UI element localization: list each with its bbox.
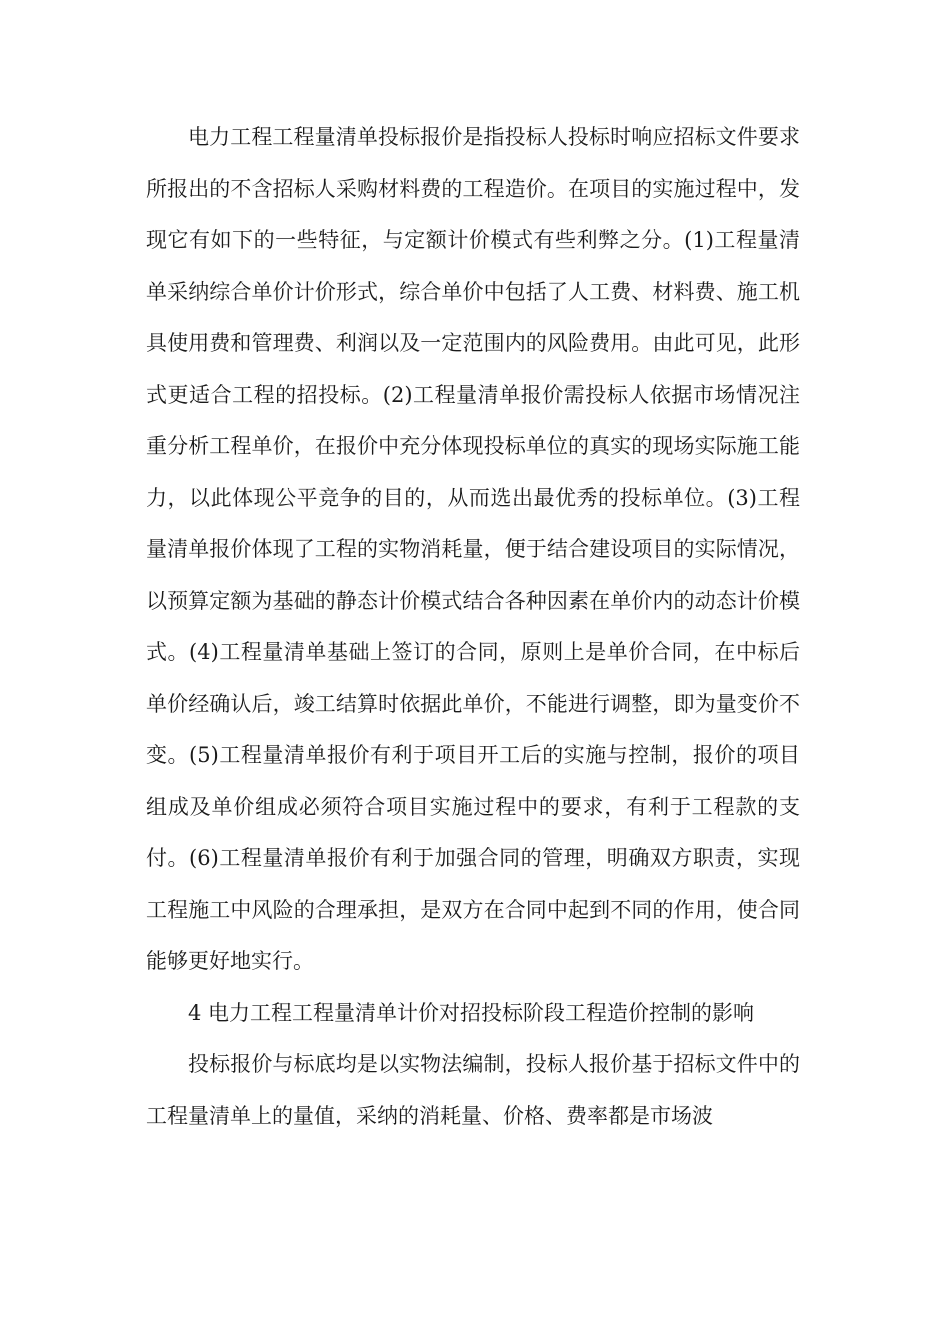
body-paragraph: 投标报价与标底均是以实物法编制，投标人报价基于招标文件中的工程量清单上的量值，采纳的消耗量、价格、费率都是市场波 [146,1052,800,1128]
document-body [146,112,800,1142]
section-heading: 4 电力工程工程量清单计价对招投标阶段工程造价控制的影响 [188,1000,755,1025]
body-paragraph: 电力工程工程量清单投标报价是指投标人投标时响应招标文件要求所报出的不含招标人采购材料费的工程造价。在项目的实施过程中，发现它有如下的一些特征，与定额计价模式有些利弊之分。(1)工程量清单采纳综合单价计价形式，综合单价中包括了人工费、材料费、施工机具使用费和管理费、利润以及一定范围内的风险费用。由此可见，此形式更适合工程的招投标。(2)工程量清单报价需投标人依据市场情况注重分析工程单价，在报价中充分体现投标单位的真实的现场实际施工能力，以此体现公平竞争的目的，从而选出最优秀的投标单位。(3)工程量清单报价体现了工程的实物消耗量，便于结合建设项目的实际情况，以预算定额为基础的静态计价模式结合各种因素在单价内的动态计价模式。(4)工程量清单基础上签订的合同，原则上是单价合同，在中标后单价经确认后，竣工结算时依据此单价，不能进行调整，即为量变价不变。(5)工程量清单报价有利于项目开工后的实施与控制，报价的项目组成及单价组成必须符合项目实施过程中的要求，有利于工程款的支付。(6)工程量清单报价有利于加强合同的管理，明确双方职责，实现工程施工中风险的合理承担，是双方在合同中起到不同的作用，使合同能够更好地实行。 [146,125,800,973]
